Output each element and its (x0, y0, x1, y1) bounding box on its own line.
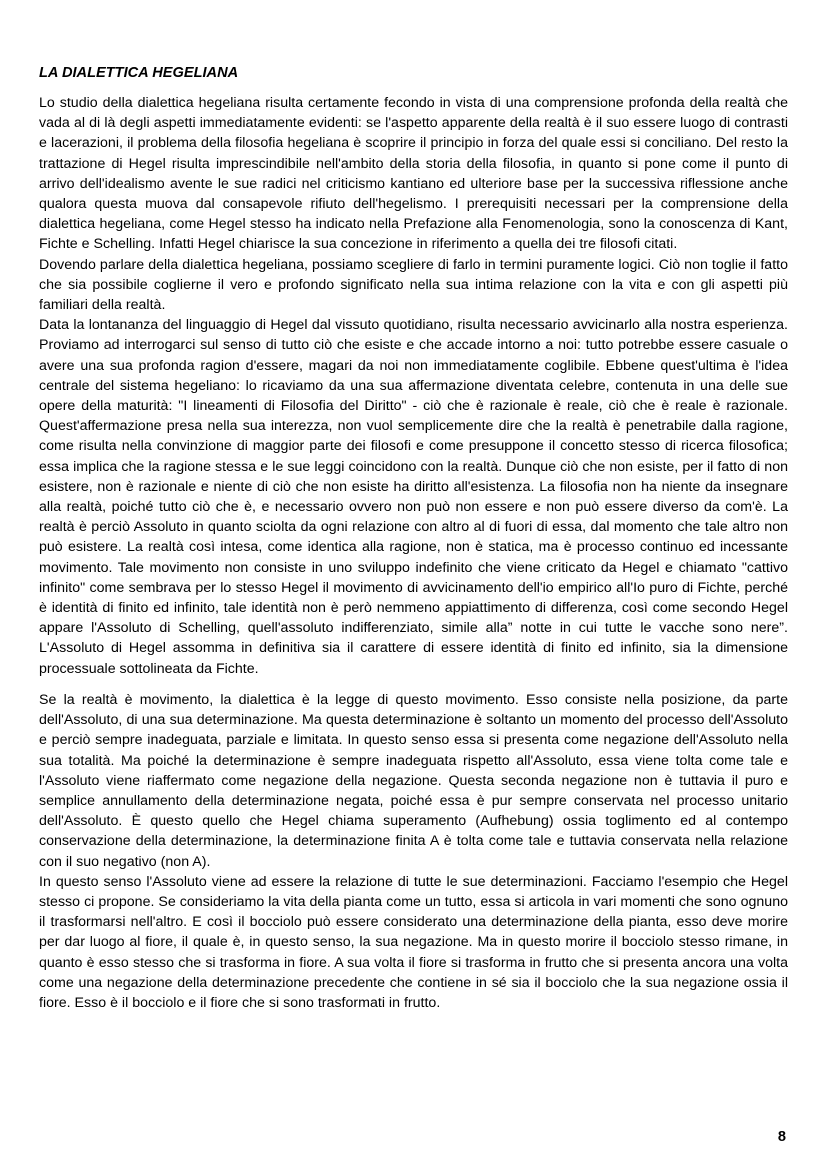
page-number: 8 (777, 1129, 786, 1145)
paragraph: In questo senso l'Assoluto viene ad essere la relazione di tutte le sue determinazioni. Facciamo l'esempio che Hegel stesso ci propone. Se consideriamo la vita della pianta come un tutto, essa si articola in vari momenti che sono ognuno il trasformarsi nell'altro. E così il bocciolo può essere considerato una determinazione della pianta, esso deve morire per dar luogo al fiore, il quale è, in questo senso, la sua negazione. Ma in questo morire il bocciolo stesso rimane, in quanto è esso stesso che si trasforma in fiore. A sua volta il fiore si trasforma in frutto che si presenta ancora una volta come una negazione della determinazione precedente che contiene in sé sia il bocciolo che la sua negazione ossia il fiore. Esso è il bocciolo e il fiore che si sono trasformati in frutto. (39, 873, 788, 1011)
paragraph: Data la lontananza del linguaggio di Hegel dal vissuto quotidiano, risulta necessario avvicinarlo alla nostra esperienza. Proviamo ad interrogarci sul senso di tutto ciò che esiste e che accade intorno a noi: tutto potrebbe essere casuale o avere una sua profonda ragion d'essere, magari da noi non immediatamente coglibile. Ebbene quest'ultima è l'idea centrale del sistema hegeliano: lo ricaviamo da una sua affermazione diventata celebre, contenuta in una delle sue opere della maturità: "I lineamenti di Filosofia del Diritto" - ciò che è razionale è reale, ciò che è reale è razionale. Quest'affermazione presa nella sua interezza, non vuol semplicemente dire che la realtà è penetrabile dalla ragione, come risulta nella convinzione di maggior parte dei filosofi e come presuppone il concetto stesso di ricerca filosofica; essa implica che la ragione stessa e le sue leggi coincidono con la realtà. Dunque ciò che non esiste, per il fatto di non esistere, non è razionale e niente di ciò che non esiste ha diritto all'esistenza. La filosofia non ha niente da insegnare alla realtà, poiché tutto ciò che è, e necessario ovvero non può non essere e non può essere diverso da com'è. La realtà è perciò Assoluto in quanto sciolta da ogni relazione con altro al di fuori di essa, dal momento che tale altro non può esistere. La realtà così intesa, come identica alla ragione, non è statica, ma è processo continuo ed incessante movimento. Tale movimento non consiste in uno sviluppo indefinito che viene criticato da Hegel e chiamato "cattivo infinito" come sembrava per lo stesso Hegel il movimento di avvicinamento dell'io empirico all'Io puro di Fichte, perché è identità di finito ed infinito, tale identità non è però nemmeno appiattimento di differenza, così come secondo Hegel appare l'Assoluto di Schelling, quell'assoluto indifferenziato, simile alla” notte in cui tutte le vacche sono nere”. L'Assoluto di Hegel assomma in definitiva sia il carattere di essere identità di finito ed infinito, sia la dimensione processuale sottolineata da Fichte. (39, 317, 788, 677)
paragraph: Se la realtà è movimento, la dialettica è la legge di questo movimento. Esso consiste nella posizione, da parte dell'Assoluto, di una sua determinazione. Ma questa determinazione è soltanto un momento del processo dell'Assoluto e perciò sempre inadeguata, parziale e limitata. In questo senso essa si presenta come negazione dell'Assoluto nella sua totalità. Ma poiché la determinazione è sempre inadeguata rispetto all'Assoluto, essa viene tolta come tale e l'Assoluto viene riaffermato come negazione della negazione. Questa seconda negazione non è tuttavia il puro e semplice annullamento della determinazione negata, poiché essa è pur sempre conservata nel processo unitario dell'Assoluto. È questo quello che Hegel chiama superamento (Aufhebung) ossia toglimento ed al contempo conservazione della determinazione, la determinazione finita A è tolta come tale e tuttavia conservata nella relazione con il suo negativo (non A). (39, 691, 788, 870)
page-content (39, 64, 788, 1013)
section-2 (39, 690, 788, 1013)
document-title: LA DIALETTICA HEGELIANA (39, 65, 239, 81)
paragraph: Dovendo parlare della dialettica hegeliana, possiamo scegliere di farlo in termini puramente logici. Ciò non toglie il fatto che sia possibile coglierne il vero e profondo significato nella sua intima relazione con la vita e con gli aspetti più familiari della realtà. (39, 256, 788, 314)
section-1 (39, 93, 788, 679)
paragraph: Lo studio della dialettica hegeliana risulta certamente fecondo in vista di una comprensione profonda della realtà che vada al di là degli aspetti immediatamente evidenti: se l'aspetto apparente della realtà è il suo essere luogo di contrasti e lacerazioni, il problema della filosofia hegeliana è scoprire il principio in forza del quale essi si conciliano. Del resto la trattazione di Hegel risulta imprescindibile nell'ambito della storia della filosofia, in quanto si pone come il punto di arrivo dell'idealismo avente le sue radici nel criticismo kantiano ed ulteriore base per la successiva riflessione anche qualora questa muova dal consapevole rifiuto dell'hegelismo. I prerequisiti necessari per la comprensione della dialettica hegeliana, come Hegel stesso ha indicato nella Prefazione alla Fenomenologia, sono la conoscenza di Kant, Fichte e Schelling. Infatti Hegel chiarisce la sua concezione in riferimento a quella dei tre filosofi citati. (39, 95, 788, 253)
